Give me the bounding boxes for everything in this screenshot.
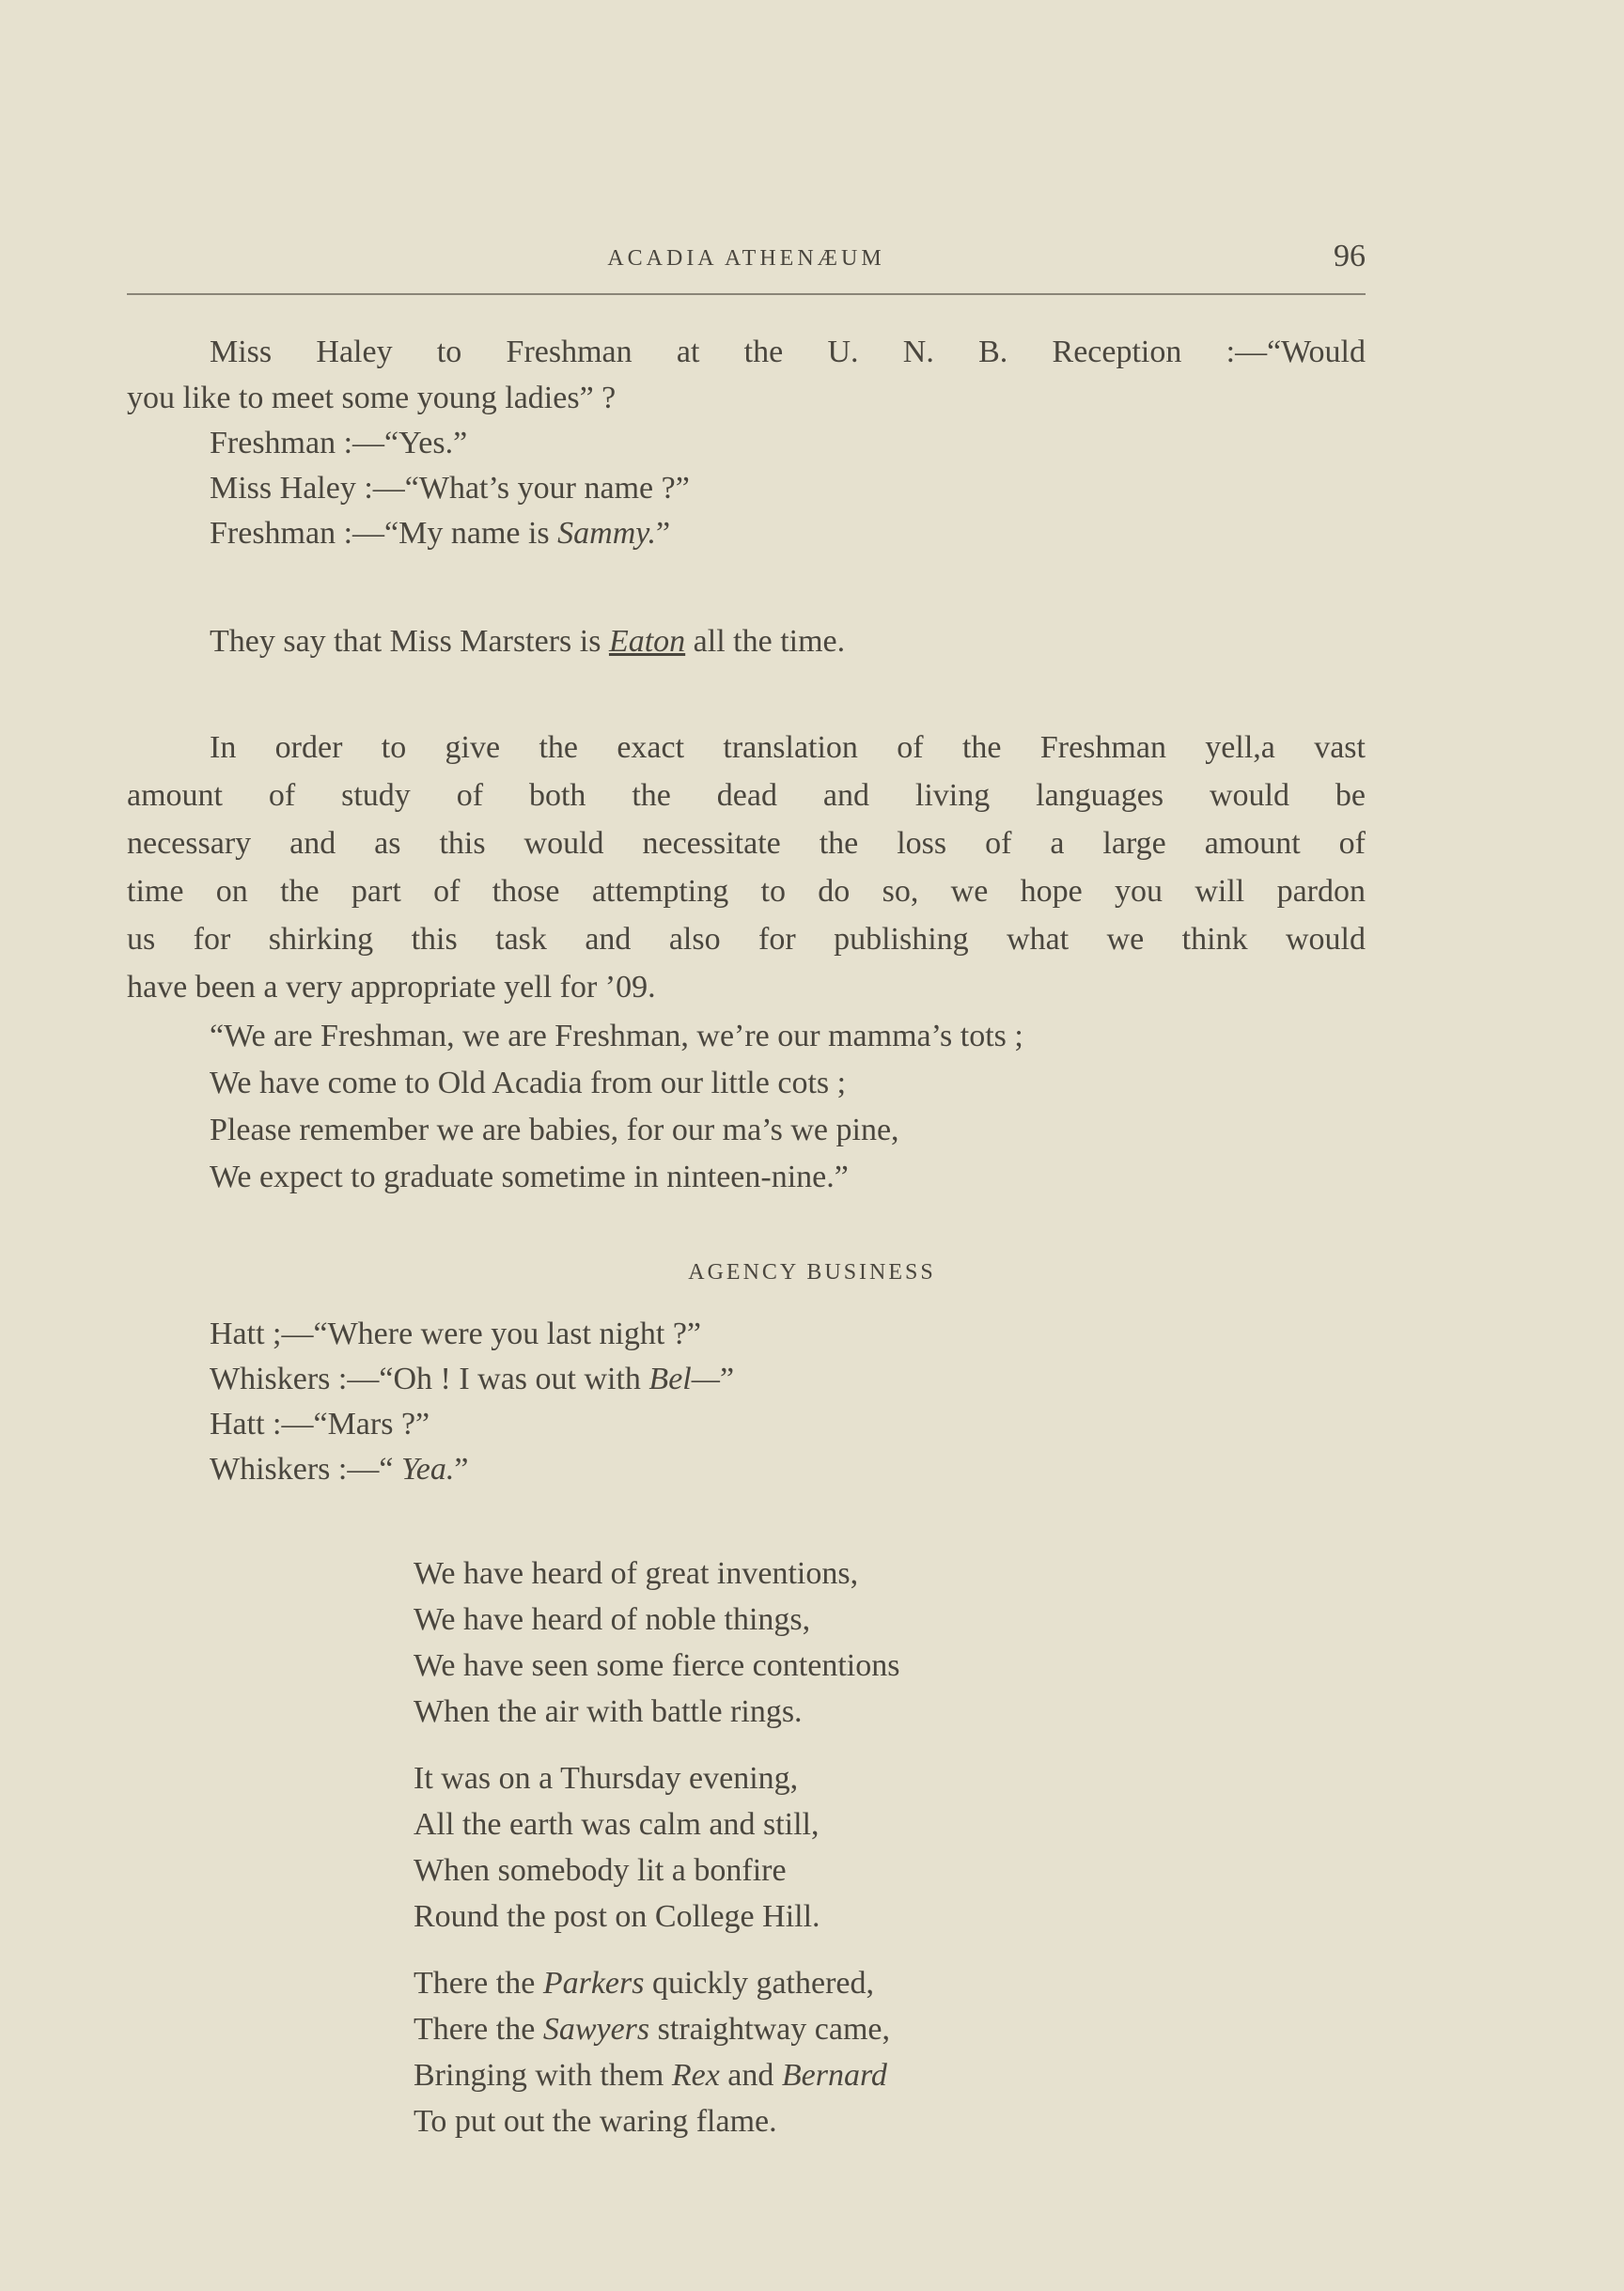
poem-text: straightway came, — [649, 2012, 890, 2047]
agency-text: Whiskers :—“ — [210, 1452, 401, 1487]
poem-line: When somebody lit a bonfire — [414, 1853, 787, 1888]
dialogue-text: ” — [656, 516, 671, 551]
poem-stanza — [414, 1551, 1259, 1735]
poem-line: To put out the waring flame. — [414, 2104, 777, 2139]
poem-line: All the earth was calm and still, — [414, 1807, 820, 1842]
paragraph-line: necessary and as this would necessitate the loss of a large amount of — [127, 826, 1366, 861]
poem-line: Round the post on College Hill. — [414, 1899, 820, 1934]
page-header — [127, 233, 1366, 295]
poem-stanza — [414, 1755, 1259, 1940]
poem-line: When the air with battle rings. — [414, 1694, 803, 1729]
name-parkers: Parkers — [542, 1966, 645, 2001]
poem-line — [414, 2052, 1259, 2098]
joke-text: They say that Miss Marsters is — [210, 624, 609, 659]
running-title: ACADIA ATHENÆUM — [607, 246, 885, 271]
yell-line: Please remember we are babies, for our ma’s we pine, — [210, 1113, 899, 1147]
section-heading: AGENCY BUSINESS — [688, 1260, 936, 1285]
poem-line: It was on a Thursday evening, — [414, 1761, 799, 1796]
paragraph-line: amount of study of both the dead and living languages would be — [127, 778, 1366, 813]
freshman-yell — [127, 1013, 1366, 1201]
name-bernard: Bernard — [781, 2058, 887, 2093]
dialogue-line — [127, 511, 1366, 556]
word-yea: Yea. — [400, 1452, 455, 1487]
yell-line: “We are Freshman, we are Freshman, we’re our mamma’s tots ; — [210, 1019, 1023, 1053]
agency-line: Hatt :—“Mars ?” — [210, 1407, 430, 1442]
poem-line — [414, 2006, 1259, 2052]
agency-text: Whiskers :—“Oh ! I was out with — [210, 1362, 649, 1396]
paragraph-line: have been a very appropriate yell for ’09. — [127, 970, 656, 1005]
agency-line — [127, 1357, 1366, 1402]
agency-line: Hatt ;—“Where were you last night ?” — [210, 1317, 702, 1351]
agency-line — [127, 1447, 1366, 1492]
bonfire-poem — [414, 1551, 1259, 2144]
poem-line: We have seen some fierce contentions — [414, 1648, 900, 1683]
poem-text: Bringing with them — [414, 2058, 672, 2093]
joke-line — [127, 618, 1366, 665]
dialogue-reception — [127, 329, 1366, 556]
agency-text: ” — [454, 1452, 469, 1487]
yell-line: We have come to Old Acadia from our little cots ; — [210, 1066, 847, 1100]
poem-stanza — [414, 1960, 1259, 2144]
poem-text: and — [719, 2058, 782, 2093]
paragraph-line: us for shirking this task and also for publishing what we think would — [127, 922, 1366, 957]
poem-line: We have heard of great inventions, — [414, 1556, 859, 1591]
joke-text: all the time. — [685, 624, 846, 659]
paragraph-line: In order to give the exact translation of the Freshman yell,a vast — [210, 730, 1366, 765]
poem-line: We have heard of noble things, — [414, 1602, 811, 1637]
name-eaton: Eaton — [608, 624, 686, 659]
name-sawyers: Sawyers — [542, 2012, 650, 2047]
name-sammy: Sammy. — [557, 516, 656, 551]
dialogue-line: Miss Haley :—“What’s your name ?” — [210, 471, 690, 506]
yell-line: We expect to graduate sometime in ninteen-nine.” — [210, 1160, 849, 1194]
poem-text: quickly gathered, — [644, 1966, 874, 2001]
dialogue-line: Freshman :—“Yes.” — [210, 426, 468, 460]
agency-dialogue — [127, 1312, 1366, 1492]
dialogue-line: Miss Haley to Freshman at the U. N. B. Reception :—“Would — [210, 335, 1366, 369]
agency-text: ” — [719, 1362, 735, 1396]
poem-text: There the — [414, 1966, 543, 2001]
paragraph-line: time on the part of those attempting to do so, we hope you will pardon — [127, 874, 1366, 909]
page-number: 96 — [1334, 239, 1366, 273]
name-bel: Bel— — [648, 1362, 720, 1396]
yell-paragraph — [127, 724, 1366, 1011]
dialogue-text: Freshman :—“My name is — [210, 516, 558, 551]
poem-line — [414, 1960, 1259, 2006]
name-rex: Rex — [671, 2058, 720, 2093]
poem-text: There the — [414, 2012, 543, 2047]
joke-marsters — [127, 618, 1366, 665]
dialogue-line: you like to meet some young ladies” ? — [127, 381, 617, 415]
